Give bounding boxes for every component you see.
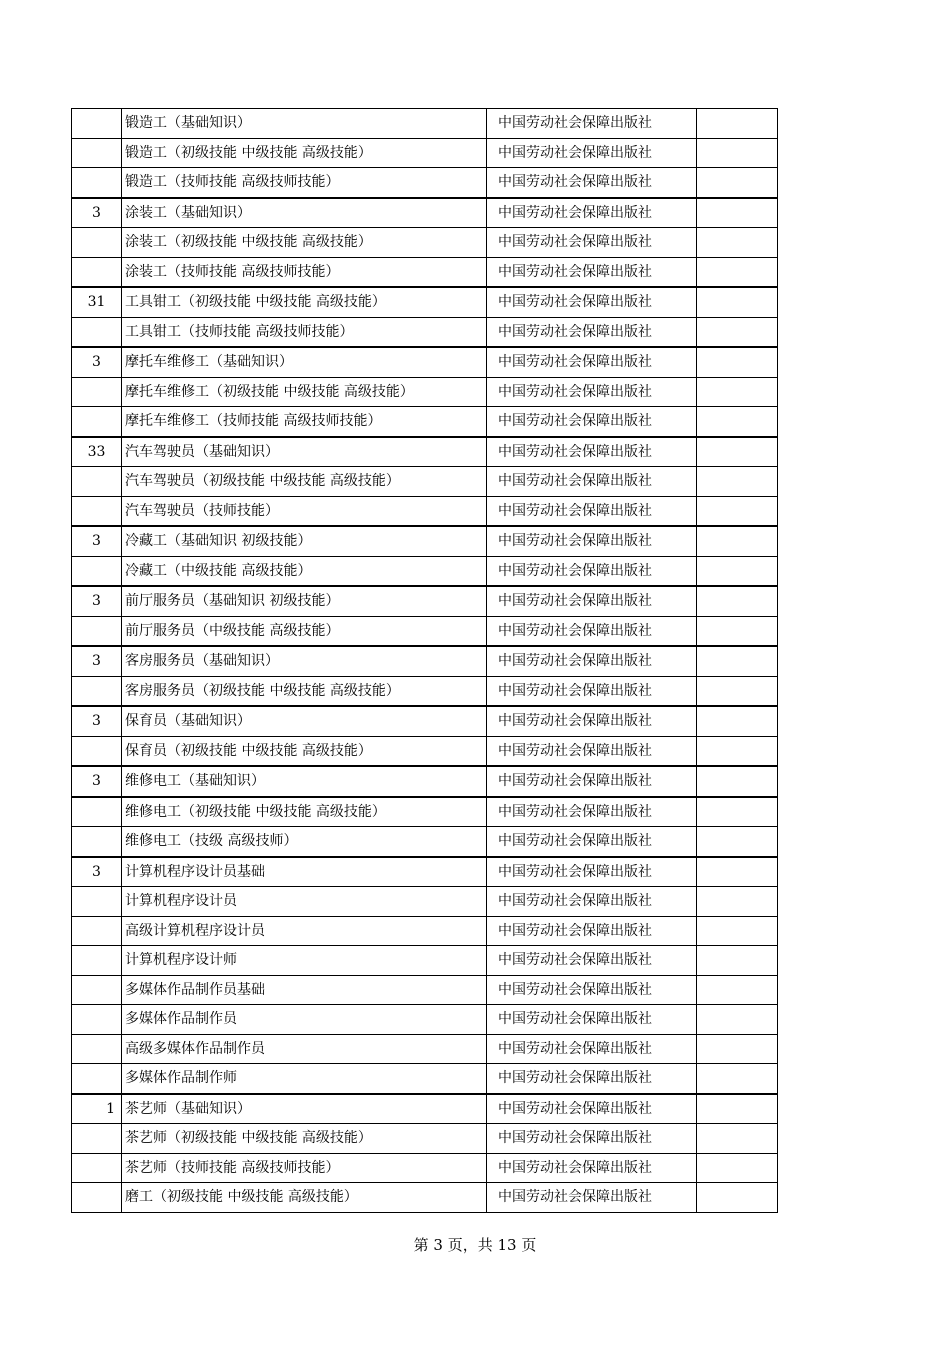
row-number-cell xyxy=(72,916,122,946)
table-row xyxy=(72,676,778,706)
book-title-cell: 摩托车维修工（初级技能 中级技能 高级技能） xyxy=(122,377,487,407)
publisher-cell: 中国劳动社会保障出版社 xyxy=(487,676,697,706)
row-number-cell xyxy=(72,407,122,437)
book-title-cell: 多媒体作品制作师 xyxy=(122,1064,487,1094)
row-number-cell: 3 xyxy=(72,706,122,736)
row-number-cell xyxy=(72,827,122,857)
publisher-cell: 中国劳动社会保障出版社 xyxy=(487,946,697,976)
book-title-cell: 保育员（基础知识） xyxy=(122,706,487,736)
empty-cell xyxy=(697,706,778,736)
book-title-cell: 计算机程序设计员基础 xyxy=(122,857,487,887)
table-row xyxy=(72,228,778,258)
book-title-cell: 工具钳工（技师技能 高级技师技能） xyxy=(122,317,487,347)
table-row xyxy=(72,168,778,198)
empty-cell xyxy=(697,1124,778,1154)
row-number-cell xyxy=(72,228,122,258)
publisher-cell: 中国劳动社会保障出版社 xyxy=(487,1005,697,1035)
publisher-cell: 中国劳动社会保障出版社 xyxy=(487,857,697,887)
empty-cell xyxy=(697,975,778,1005)
page-footer: 第 3 页，共 13 页 xyxy=(413,1236,537,1254)
book-title-cell: 前厅服务员（中级技能 高级技能） xyxy=(122,616,487,646)
empty-cell xyxy=(697,377,778,407)
empty-cell xyxy=(697,467,778,497)
table-row xyxy=(72,496,778,526)
publisher-cell: 中国劳动社会保障出版社 xyxy=(487,407,697,437)
book-title-cell: 冷藏工（基础知识 初级技能） xyxy=(122,526,487,556)
row-number-cell: 3 xyxy=(72,526,122,556)
publisher-cell: 中国劳动社会保障出版社 xyxy=(487,257,697,287)
book-title-cell: 多媒体作品制作员基础 xyxy=(122,975,487,1005)
publisher-cell: 中国劳动社会保障出版社 xyxy=(487,526,697,556)
empty-cell xyxy=(697,1183,778,1213)
empty-cell xyxy=(697,797,778,827)
empty-cell xyxy=(697,857,778,887)
publisher-cell: 中国劳动社会保障出版社 xyxy=(487,1094,697,1124)
empty-cell xyxy=(697,1034,778,1064)
table-row xyxy=(72,887,778,917)
table-row xyxy=(72,646,778,676)
empty-cell xyxy=(697,766,778,797)
book-title-cell: 摩托车维修工（基础知识） xyxy=(122,347,487,377)
empty-cell xyxy=(697,257,778,287)
book-title-cell: 冷藏工（中级技能 高级技能） xyxy=(122,556,487,586)
book-list-table xyxy=(71,108,778,1213)
book-title-cell: 汽车驾驶员（基础知识） xyxy=(122,437,487,467)
empty-cell xyxy=(697,1153,778,1183)
table-row xyxy=(72,347,778,377)
row-number-cell xyxy=(72,676,122,706)
table-row xyxy=(72,1005,778,1035)
row-number-cell: 3 xyxy=(72,766,122,797)
book-title-cell: 维修电工（初级技能 中级技能 高级技能） xyxy=(122,797,487,827)
table-row xyxy=(72,766,778,797)
publisher-cell: 中国劳动社会保障出版社 xyxy=(487,736,697,766)
publisher-cell: 中国劳动社会保障出版社 xyxy=(487,916,697,946)
row-number-cell xyxy=(72,1064,122,1094)
publisher-cell: 中国劳动社会保障出版社 xyxy=(487,1124,697,1154)
row-number-cell: 3 xyxy=(72,586,122,616)
book-title-cell: 茶艺师（技师技能 高级技师技能） xyxy=(122,1153,487,1183)
book-title-cell: 维修电工（技级 高级技师） xyxy=(122,827,487,857)
book-title-cell: 客房服务员（基础知识） xyxy=(122,646,487,676)
empty-cell xyxy=(697,736,778,766)
empty-cell xyxy=(697,228,778,258)
row-number-cell xyxy=(72,1153,122,1183)
row-number-cell xyxy=(72,168,122,198)
row-number-cell xyxy=(72,1034,122,1064)
empty-cell xyxy=(697,646,778,676)
publisher-cell: 中国劳动社会保障出版社 xyxy=(487,377,697,407)
publisher-cell: 中国劳动社会保障出版社 xyxy=(487,437,697,467)
empty-cell xyxy=(697,168,778,198)
row-number-cell xyxy=(72,1124,122,1154)
table-row xyxy=(72,317,778,347)
row-number-cell xyxy=(72,556,122,586)
book-title-cell: 汽车驾驶员（初级技能 中级技能 高级技能） xyxy=(122,467,487,497)
book-title-cell: 摩托车维修工（技师技能 高级技师技能） xyxy=(122,407,487,437)
book-title-cell: 锻造工（技师技能 高级技师技能） xyxy=(122,168,487,198)
empty-cell xyxy=(697,586,778,616)
row-number-cell: 3 xyxy=(72,198,122,228)
table-row xyxy=(72,1183,778,1213)
empty-cell xyxy=(697,109,778,139)
publisher-cell: 中国劳动社会保障出版社 xyxy=(487,228,697,258)
publisher-cell: 中国劳动社会保障出版社 xyxy=(487,317,697,347)
row-number-cell xyxy=(72,257,122,287)
empty-cell xyxy=(697,556,778,586)
publisher-cell: 中国劳动社会保障出版社 xyxy=(487,797,697,827)
table-row xyxy=(72,526,778,556)
empty-cell xyxy=(697,287,778,317)
row-number-cell xyxy=(72,1183,122,1213)
book-title-cell: 茶艺师（初级技能 中级技能 高级技能） xyxy=(122,1124,487,1154)
table-row xyxy=(72,736,778,766)
book-title-cell: 保育员（初级技能 中级技能 高级技能） xyxy=(122,736,487,766)
publisher-cell: 中国劳动社会保障出版社 xyxy=(487,1153,697,1183)
book-title-cell: 高级计算机程序设计员 xyxy=(122,916,487,946)
empty-cell xyxy=(697,616,778,646)
row-number-cell: 31 xyxy=(72,287,122,317)
row-number-cell: 3 xyxy=(72,646,122,676)
empty-cell xyxy=(697,1094,778,1124)
row-number-cell xyxy=(72,946,122,976)
table-row xyxy=(72,287,778,317)
publisher-cell: 中国劳动社会保障出版社 xyxy=(487,616,697,646)
row-number-cell: 1 xyxy=(72,1094,122,1124)
publisher-cell: 中国劳动社会保障出版社 xyxy=(487,556,697,586)
empty-cell xyxy=(697,496,778,526)
book-title-cell: 汽车驾驶员（技师技能） xyxy=(122,496,487,526)
table-row xyxy=(72,616,778,646)
book-title-cell: 涂装工（基础知识） xyxy=(122,198,487,228)
publisher-cell: 中国劳动社会保障出版社 xyxy=(487,109,697,139)
empty-cell xyxy=(697,946,778,976)
book-title-cell: 计算机程序设计员 xyxy=(122,887,487,917)
empty-cell xyxy=(697,1064,778,1094)
empty-cell xyxy=(697,407,778,437)
row-number-cell xyxy=(72,138,122,168)
table-row xyxy=(72,586,778,616)
table-row xyxy=(72,857,778,887)
empty-cell xyxy=(697,437,778,467)
row-number-cell xyxy=(72,1005,122,1035)
table-row xyxy=(72,467,778,497)
row-number-cell xyxy=(72,496,122,526)
table-row xyxy=(72,797,778,827)
table-row xyxy=(72,556,778,586)
empty-cell xyxy=(697,887,778,917)
publisher-cell: 中国劳动社会保障出版社 xyxy=(487,1183,697,1213)
book-title-cell: 工具钳工（初级技能 中级技能 高级技能） xyxy=(122,287,487,317)
row-number-cell xyxy=(72,887,122,917)
row-number-cell xyxy=(72,616,122,646)
row-number-cell: 33 xyxy=(72,437,122,467)
table-row xyxy=(72,257,778,287)
publisher-cell: 中国劳动社会保障出版社 xyxy=(487,586,697,616)
publisher-cell: 中国劳动社会保障出版社 xyxy=(487,827,697,857)
table-row xyxy=(72,1064,778,1094)
table-row xyxy=(72,198,778,228)
book-title-cell: 涂装工（初级技能 中级技能 高级技能） xyxy=(122,228,487,258)
table-body xyxy=(72,109,778,1213)
publisher-cell: 中国劳动社会保障出版社 xyxy=(487,467,697,497)
table-row xyxy=(72,437,778,467)
publisher-cell: 中国劳动社会保障出版社 xyxy=(487,766,697,797)
book-title-cell: 磨工（初级技能 中级技能 高级技能） xyxy=(122,1183,487,1213)
publisher-cell: 中国劳动社会保障出版社 xyxy=(487,646,697,676)
publisher-cell: 中国劳动社会保障出版社 xyxy=(487,975,697,1005)
row-number-cell xyxy=(72,975,122,1005)
publisher-cell: 中国劳动社会保障出版社 xyxy=(487,1034,697,1064)
table-row xyxy=(72,706,778,736)
publisher-cell: 中国劳动社会保障出版社 xyxy=(487,1064,697,1094)
table-row xyxy=(72,1153,778,1183)
row-number-cell xyxy=(72,467,122,497)
book-title-cell: 多媒体作品制作员 xyxy=(122,1005,487,1035)
book-title-cell: 锻造工（初级技能 中级技能 高级技能） xyxy=(122,138,487,168)
book-title-cell: 维修电工（基础知识） xyxy=(122,766,487,797)
row-number-cell xyxy=(72,377,122,407)
empty-cell xyxy=(697,1005,778,1035)
row-number-cell: 3 xyxy=(72,857,122,887)
row-number-cell xyxy=(72,797,122,827)
row-number-cell xyxy=(72,317,122,347)
publisher-cell: 中国劳动社会保障出版社 xyxy=(487,706,697,736)
empty-cell xyxy=(697,676,778,706)
table-row xyxy=(72,1034,778,1064)
publisher-cell: 中国劳动社会保障出版社 xyxy=(487,887,697,917)
table-row xyxy=(72,827,778,857)
table-row xyxy=(72,916,778,946)
publisher-cell: 中国劳动社会保障出版社 xyxy=(487,138,697,168)
table-row xyxy=(72,407,778,437)
empty-cell xyxy=(697,526,778,556)
book-title-cell: 高级多媒体作品制作员 xyxy=(122,1034,487,1064)
empty-cell xyxy=(697,317,778,347)
table-row xyxy=(72,946,778,976)
book-title-cell: 计算机程序设计师 xyxy=(122,946,487,976)
empty-cell xyxy=(697,347,778,377)
book-title-cell: 茶艺师（基础知识） xyxy=(122,1094,487,1124)
row-number-cell xyxy=(72,736,122,766)
table-row xyxy=(72,138,778,168)
row-number-cell xyxy=(72,109,122,139)
table-row xyxy=(72,109,778,139)
book-title-cell: 前厅服务员（基础知识 初级技能） xyxy=(122,586,487,616)
book-title-cell: 涂装工（技师技能 高级技师技能） xyxy=(122,257,487,287)
empty-cell xyxy=(697,827,778,857)
book-title-cell: 客房服务员（初级技能 中级技能 高级技能） xyxy=(122,676,487,706)
empty-cell xyxy=(697,198,778,228)
publisher-cell: 中国劳动社会保障出版社 xyxy=(487,287,697,317)
table-row xyxy=(72,1094,778,1124)
empty-cell xyxy=(697,138,778,168)
publisher-cell: 中国劳动社会保障出版社 xyxy=(487,496,697,526)
empty-cell xyxy=(697,916,778,946)
row-number-cell: 3 xyxy=(72,347,122,377)
publisher-cell: 中国劳动社会保障出版社 xyxy=(487,198,697,228)
book-title-cell: 锻造工（基础知识） xyxy=(122,109,487,139)
table-row xyxy=(72,975,778,1005)
table-row xyxy=(72,377,778,407)
publisher-cell: 中国劳动社会保障出版社 xyxy=(487,347,697,377)
table-row xyxy=(72,1124,778,1154)
publisher-cell: 中国劳动社会保障出版社 xyxy=(487,168,697,198)
